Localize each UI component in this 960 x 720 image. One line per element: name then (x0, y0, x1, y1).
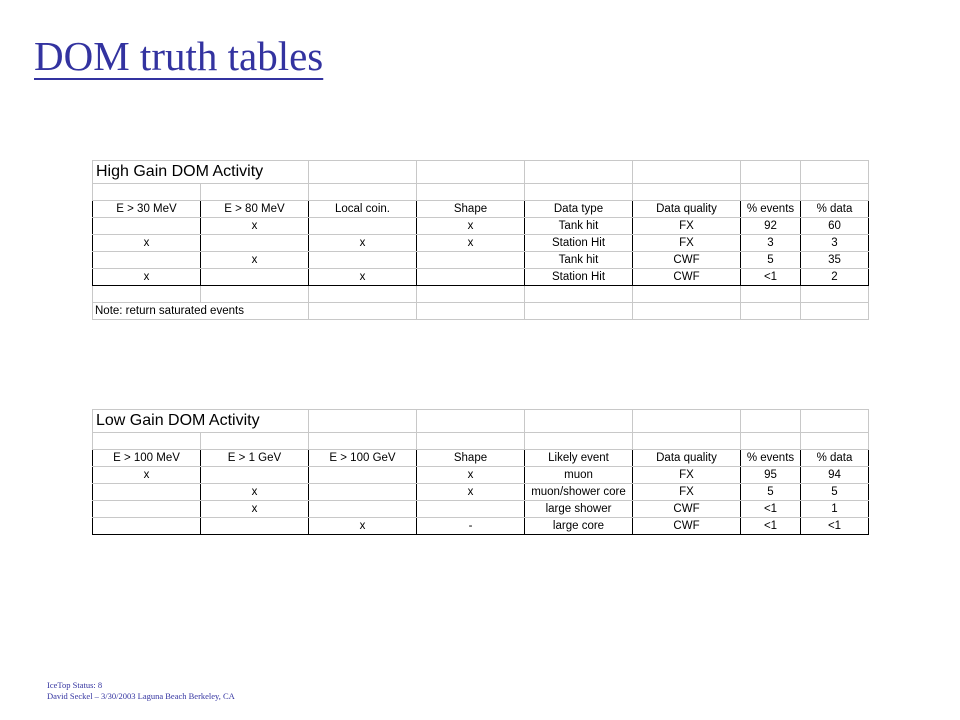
table-cell (93, 218, 201, 235)
table-title: High Gain DOM Activity (93, 161, 309, 184)
table-row (93, 218, 869, 235)
table-cell: <1 (741, 269, 801, 286)
table-cell: x (201, 252, 309, 269)
column-header: % data (801, 450, 869, 467)
table-cell (93, 501, 201, 518)
table-cell (309, 252, 417, 269)
table-row (93, 252, 869, 269)
header-row (93, 201, 869, 218)
table-cell: large shower (525, 501, 633, 518)
column-header: E > 1 GeV (201, 450, 309, 467)
table-cell: FX (633, 218, 741, 235)
note-row (93, 303, 869, 320)
slide-title: DOM truth tables (34, 33, 324, 79)
column-header: E > 100 MeV (93, 450, 201, 467)
table-cell: CWF (633, 252, 741, 269)
table-cell (93, 252, 201, 269)
table-cell: large core (525, 518, 633, 535)
column-header: Data quality (633, 201, 741, 218)
table-cell: <1 (741, 518, 801, 535)
table-cell (93, 484, 201, 501)
table-cell: 5 (741, 484, 801, 501)
table-cell (201, 235, 309, 252)
table-cell: 5 (801, 484, 869, 501)
low-gain-table (92, 409, 869, 535)
table-cell: FX (633, 484, 741, 501)
table-cell: - (417, 518, 525, 535)
table-cell: x (309, 269, 417, 286)
spacer-row (93, 433, 869, 450)
table-cell: x (201, 501, 309, 518)
table-cell (309, 218, 417, 235)
table-row (93, 269, 869, 286)
table-cell (201, 269, 309, 286)
table-cell (201, 518, 309, 535)
table-cell: 35 (801, 252, 869, 269)
column-header: E > 100 GeV (309, 450, 417, 467)
column-header: E > 30 MeV (93, 201, 201, 218)
table-cell: x (201, 218, 309, 235)
footer-status: IceTop Status: 8 (47, 680, 103, 690)
column-header: Local coin. (309, 201, 417, 218)
table-cell: x (417, 484, 525, 501)
table-cell: 92 (741, 218, 801, 235)
table-cell: 1 (801, 501, 869, 518)
table-cell: x (309, 235, 417, 252)
column-header: % events (741, 201, 801, 218)
table-cell: <1 (801, 518, 869, 535)
table-cell: 2 (801, 269, 869, 286)
table-title-row (93, 161, 869, 184)
spacer-row (93, 184, 869, 201)
table-cell (417, 269, 525, 286)
table-row (93, 467, 869, 484)
table-cell: muon/shower core (525, 484, 633, 501)
table-cell: CWF (633, 518, 741, 535)
column-header: Data quality (633, 450, 741, 467)
table-cell: Station Hit (525, 269, 633, 286)
table-title-row (93, 410, 869, 433)
table-cell: 5 (741, 252, 801, 269)
column-header: Shape (417, 201, 525, 218)
table-cell: FX (633, 467, 741, 484)
table-cell (417, 501, 525, 518)
table-cell: x (93, 235, 201, 252)
table-cell: x (201, 484, 309, 501)
slide-footer (47, 680, 235, 702)
table-row (93, 501, 869, 518)
table-cell: Tank hit (525, 218, 633, 235)
table-cell: x (309, 518, 417, 535)
table-cell: 3 (741, 235, 801, 252)
footer-author: David Seckel – 3/30/2003 Laguna Beach Berkeley, CA (47, 691, 235, 701)
table-cell: 3 (801, 235, 869, 252)
table-cell (417, 252, 525, 269)
table-cell: CWF (633, 501, 741, 518)
column-header: Likely event (525, 450, 633, 467)
table-cell: Tank hit (525, 252, 633, 269)
table-cell: 94 (801, 467, 869, 484)
high-gain-table (92, 160, 869, 320)
table-cell: x (417, 467, 525, 484)
table-cell: 95 (741, 467, 801, 484)
table-cell: x (417, 218, 525, 235)
table-cell (201, 467, 309, 484)
column-header: E > 80 MeV (201, 201, 309, 218)
table-note: Note: return saturated events (93, 303, 309, 320)
header-row (93, 450, 869, 467)
table-cell: <1 (741, 501, 801, 518)
table-cell: FX (633, 235, 741, 252)
column-header: Shape (417, 450, 525, 467)
table-cell (309, 467, 417, 484)
table-row (93, 484, 869, 501)
table-cell: x (93, 269, 201, 286)
table-cell (93, 518, 201, 535)
table-cell: x (93, 467, 201, 484)
column-header: % events (741, 450, 801, 467)
table-cell: x (417, 235, 525, 252)
table-cell (309, 501, 417, 518)
table-title: Low Gain DOM Activity (93, 410, 309, 433)
table-cell: muon (525, 467, 633, 484)
table-cell (309, 484, 417, 501)
table-row (93, 518, 869, 535)
column-header: % data (801, 201, 869, 218)
table-row (93, 235, 869, 252)
table-cell: Station Hit (525, 235, 633, 252)
table-cell: 60 (801, 218, 869, 235)
column-header: Data type (525, 201, 633, 218)
spacer-row (93, 286, 869, 303)
table-cell: CWF (633, 269, 741, 286)
